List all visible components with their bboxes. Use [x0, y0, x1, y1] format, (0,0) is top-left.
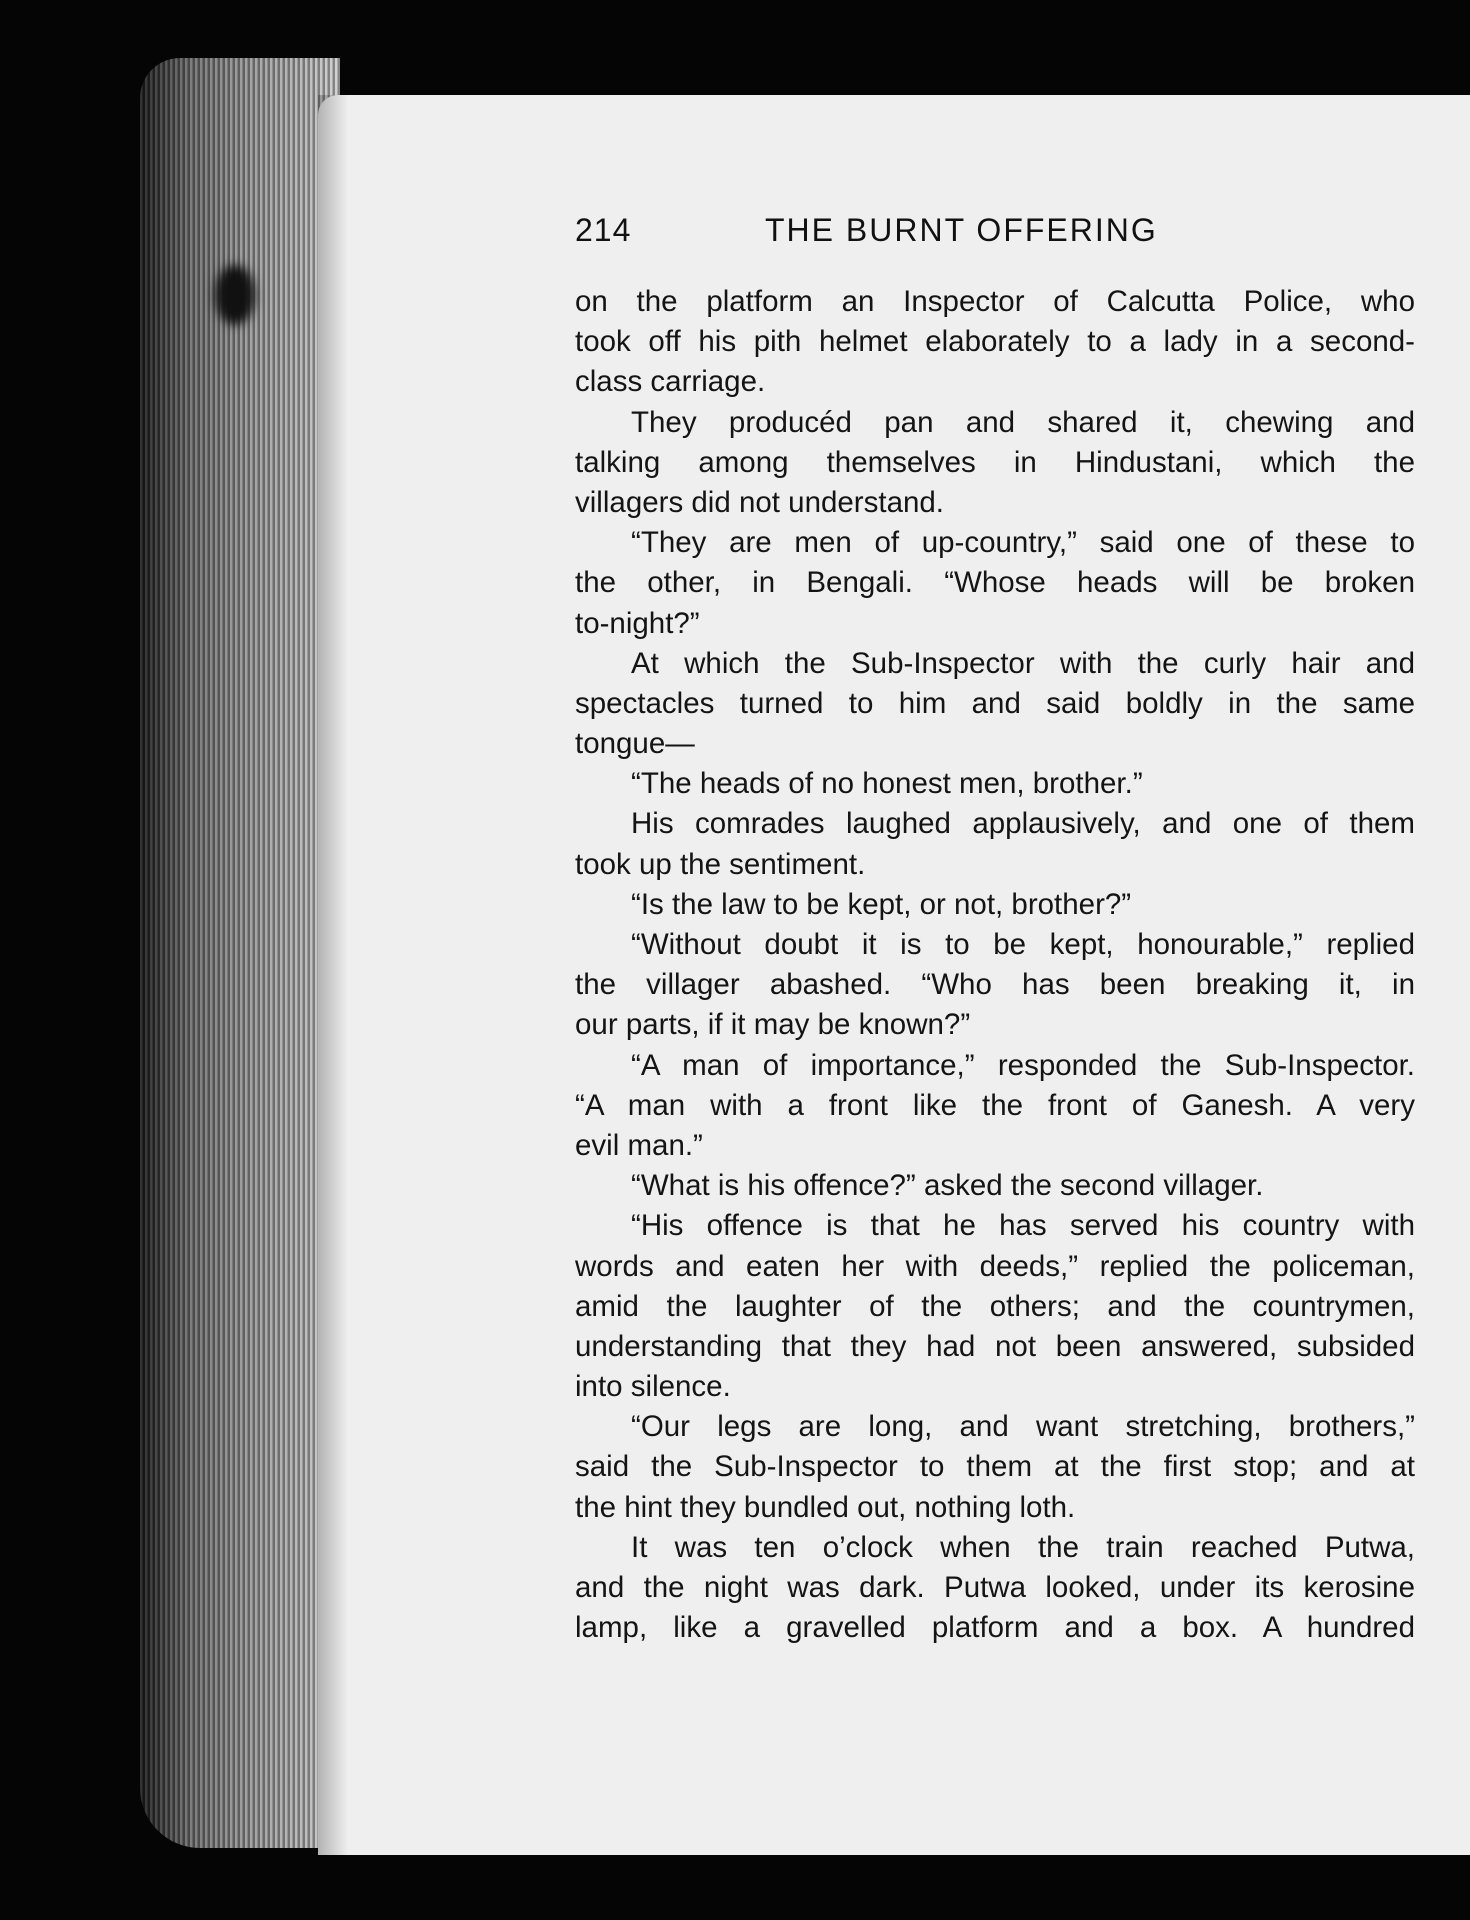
text-line: “Our legs are long, and want stretching, brothers,” — [631, 1410, 1415, 1444]
text-line: “What is his offence?” asked the second villager. — [631, 1169, 1264, 1203]
text-line: took off his pith helmet elaborately to a lady in a second- — [575, 325, 1415, 359]
text-line: “Without doubt it is to be kept, honourable,” replied — [631, 928, 1415, 961]
text-line: “His offence is that he has served his country with — [631, 1209, 1415, 1243]
edge-stain — [215, 265, 255, 325]
text-line: villagers did not understand. — [575, 485, 944, 519]
text-line: “They are men of up-country,” said one of these to — [631, 526, 1415, 560]
text-line: amid the laughter of the others; and the countrymen, — [575, 1289, 1415, 1323]
gutter-shadow — [318, 95, 348, 1855]
text-line: the other, in Bengali. “Whose heads will be broken — [575, 566, 1415, 600]
page-header — [575, 212, 1415, 262]
body-text — [575, 282, 1415, 1648]
text-line: At which the Sub-Inspector with the curly hair and — [631, 646, 1415, 680]
text-line: on the platform an Inspector of Calcutta Police, who — [575, 285, 1415, 318]
text-line: said the Sub-Inspector to them at the first stop; and at — [575, 1450, 1415, 1484]
text-line: “A man with a front like the front of Ganesh. A very — [575, 1088, 1415, 1122]
text-line: took up the sentiment. — [575, 847, 866, 881]
book-page-edges — [140, 58, 340, 1848]
text-line: class carriage. — [575, 365, 766, 399]
text-line: the villager abashed. “Who has been breaking it, in — [575, 968, 1415, 1002]
running-title: THE BURNT OFFERING — [765, 212, 1158, 248]
text-line: His comrades laughed applausively, and one of them — [631, 807, 1415, 841]
text-line: understanding that they had not been answered, subsided — [575, 1329, 1415, 1363]
text-line: “A man of importance,” responded the Sub-Inspector. — [631, 1048, 1415, 1082]
text-line: It was ten o’clock when the train reached Putwa, — [631, 1530, 1415, 1564]
text-line: to-night?” — [575, 606, 700, 640]
text-line: spectacles turned to him and said boldly in the same — [575, 686, 1415, 720]
text-line: talking among themselves in Hindustani, which the — [575, 445, 1415, 479]
text-line: and the night was dark. Putwa looked, under its kerosine — [575, 1571, 1415, 1604]
text-line: They producéd pan and shared it, chewing and — [631, 405, 1415, 439]
text-line: the hint they bundled out, nothing loth. — [575, 1490, 1076, 1524]
text-line: words and eaten her with deeds,” replied the policeman, — [575, 1249, 1415, 1283]
text-line: evil man.” — [575, 1128, 703, 1162]
text-line: into silence. — [575, 1370, 731, 1404]
text-line: lamp, like a gravelled platform and a box. A hundred — [575, 1611, 1415, 1645]
text-line: our parts, if it may be known?” — [575, 1008, 971, 1042]
page-number: 214 — [575, 212, 632, 248]
text-line: “The heads of no honest men, brother.” — [631, 767, 1143, 801]
text-line: tongue— — [575, 727, 695, 761]
text-line: “Is the law to be kept, or not, brother?” — [631, 887, 1132, 921]
